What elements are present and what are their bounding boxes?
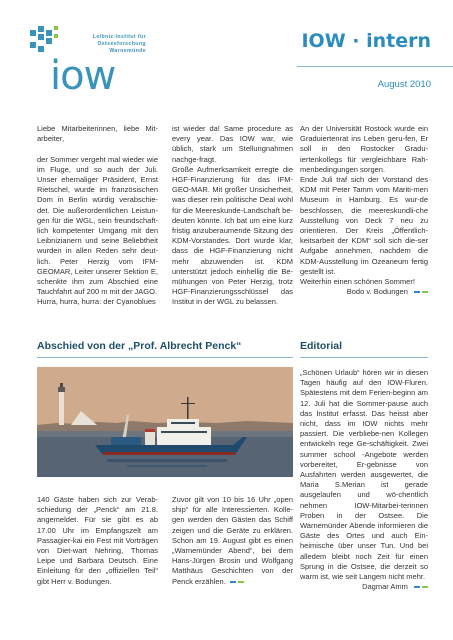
penck-text: Zuvor gilt von 10 bis 16 Uhr „open ship“ für alle Interessierten. Kolle-gen werden den Gästen das Schiff zeigen und die Geräte zu erklären. Schon am 19. August gibt es einen „Warnemünder Abend“, bei dem Hans-Jürgen Brosin und Wolfgang Matthäus Geschichten von der Penck erzählen. [172,495,293,586]
section-rule [300,357,428,358]
logo-line-3: Warnemünde [109,48,146,54]
issue-date: August 2010 [377,79,431,90]
masthead-title: IOW · intern [301,30,431,52]
editorial-signature: Dagmar Amm [362,582,408,592]
end-mark-icon [230,581,244,583]
logo-line-2: Ostseeforschung [97,41,146,47]
intro-column-3 [300,124,428,297]
penck-paragraph: 140 Gäste haben sich zur Verab-schiedung der „Penck“ am 21.8. angemeldet. Für sie gibt es ab 17.00 Uhr im Empfangszelt am Passagier-kai ein Fest mit Vorträgen von Diet-wart Nehring, Thomas Leipe und Barbara Deutsch. Eine Einleitung für den „offiziellen Teil“ gibt Herr v. Bodungen. [37,495,158,586]
section-title-penck: Abschied von der „Prof. Albrecht Penck“ [37,340,242,352]
iow-logo [28,24,146,106]
intro-paragraph: Ende Juli traf sich der Vorstand des KDM mit Peter Tamm vom Mariti-men Museum in Hamburg. Es wur-de beschlossen, die meereskundli-che Ausstellung von Deck 7 neu zu orientieren. Der Kreis „Öffentlich-keitsarbeit der KDM“ soll sich die-ser Aufgabe annehmen, nachdem die KDM-Ausstellung im Ozeaneum fertig gestellt ist. [300,175,428,276]
header [0,0,453,110]
salutation: Liebe Mitarbeiterinnen, liebe Mit-arbeiter, [37,124,158,144]
ship-illustration [37,367,293,477]
intro-column-2 [172,124,293,308]
intro-paragraph: der Sommer vergeht mal wieder wie im Fluge, und so auch der Juli. Unser ehemaliger Präsident, Ernst Rietschel, wurde im französischen Dom in Berlin würdig verabschie-det. Die außerordentlichen Leistun-gen für die WGL, sein freundschaft-lich kompetenter Umgang mit den Leibnizianern und seine Beliebtheit wurden in allen Reden sehr deut-lich. Peter Herzig vom IFM-GEOMAR, Leiter unserer Sektion E, schenkte ihm zum Abschied eine Tauchfahrt auf 200 m mit der JAGO. [37,154,158,297]
intro-paragraph: Große Aufmerksamkeit erregte die HGF-Finanzierung für das IFM-GEO-MAR. Mit großer Unsicherheit, was dieser rein politische Deal wohl für die Meereskunde-Landschaft be-deuten könnte. Ich bat um eine kurz fristig anzuberaumende Sitzung des KDM-Vorstandes. Dort wurde klar, dass die HGF-Finanzierung nicht mehr abzuwenden ist. KDM unterstützt jedoch einhellig die Be-mühungen von Peter Herzig, trotz HGF-Finanzierungsschlüssel das Institut in der WGL zu belassen. [172,164,293,307]
intro-paragraph: Hurra, hurra, hurra: der Cyanoblues [37,297,156,307]
end-mark-icon [414,586,428,588]
paragraph-spacer [37,144,158,154]
section-title-editorial: Editorial [300,340,343,352]
masthead-rule [297,66,453,67]
intro-column-1 [37,124,158,308]
editorial-signature-line [300,582,428,592]
ship-photo [37,367,293,477]
logo-wordmark: iow [50,53,116,99]
intro-paragraph: An der Universität Rostock wurde ein Graduiertenrat ins Leben geru-fen, Er soll in den Rostocker Gradu-iertenkollegs für vergleichbare Rah-menbedingungen sorgen. [300,124,428,174]
intro-paragraph: ist wieder da! Same procedure as every year. Das IOW war, wie üblich, stark um Stellungnahmen nachge-fragt. [172,124,293,164]
logo-institute-name [74,34,146,55]
signature-line [300,287,428,297]
end-mark-icon [414,291,428,293]
signature: Bodo v. Bodungen [346,287,408,297]
penck-column-1 [37,495,158,587]
logo-line-1: Leibniz-Institut für [92,34,146,40]
penck-paragraph [172,495,293,587]
section-rule [37,357,293,358]
editorial-column [300,368,428,592]
editorial-paragraph: „Schönen Urlaub“ hören wir in diesen Tagen häufig auf den IOW-Fluren. Spätestens mit dem Ferien-beginn am 12. Juli hat die Sommer-pause auch das Institut erfasst. Das heisst aber nicht, dass im IOW nichts mehr passiert. Die verbliebe-nen Kollegen entwickeln rege Ge-schäftigkeit. Zwei summer school -Angebote werden vorbereitet, Er-gebnisse von Ausfahrten werden ausgewertet, die Maria S.Merian ist gerade ausgelaufen und wö-chentlich nehmen IOW-Mitarbei-terinnen Proben in der Ostsee. Die Warnemünder Abende informieren die Gäste des Ortes und auch Ein-heimische über unser Tun. Und bei alledem bleibt noch Zeit für einen Sprung in die Ostsee, die derzeit so warm ist, wie seit Langem nicht mehr. [300,368,428,582]
closing-line: Weiterhin einen schönen Sommer! [300,277,415,287]
penck-column-2 [172,495,293,587]
